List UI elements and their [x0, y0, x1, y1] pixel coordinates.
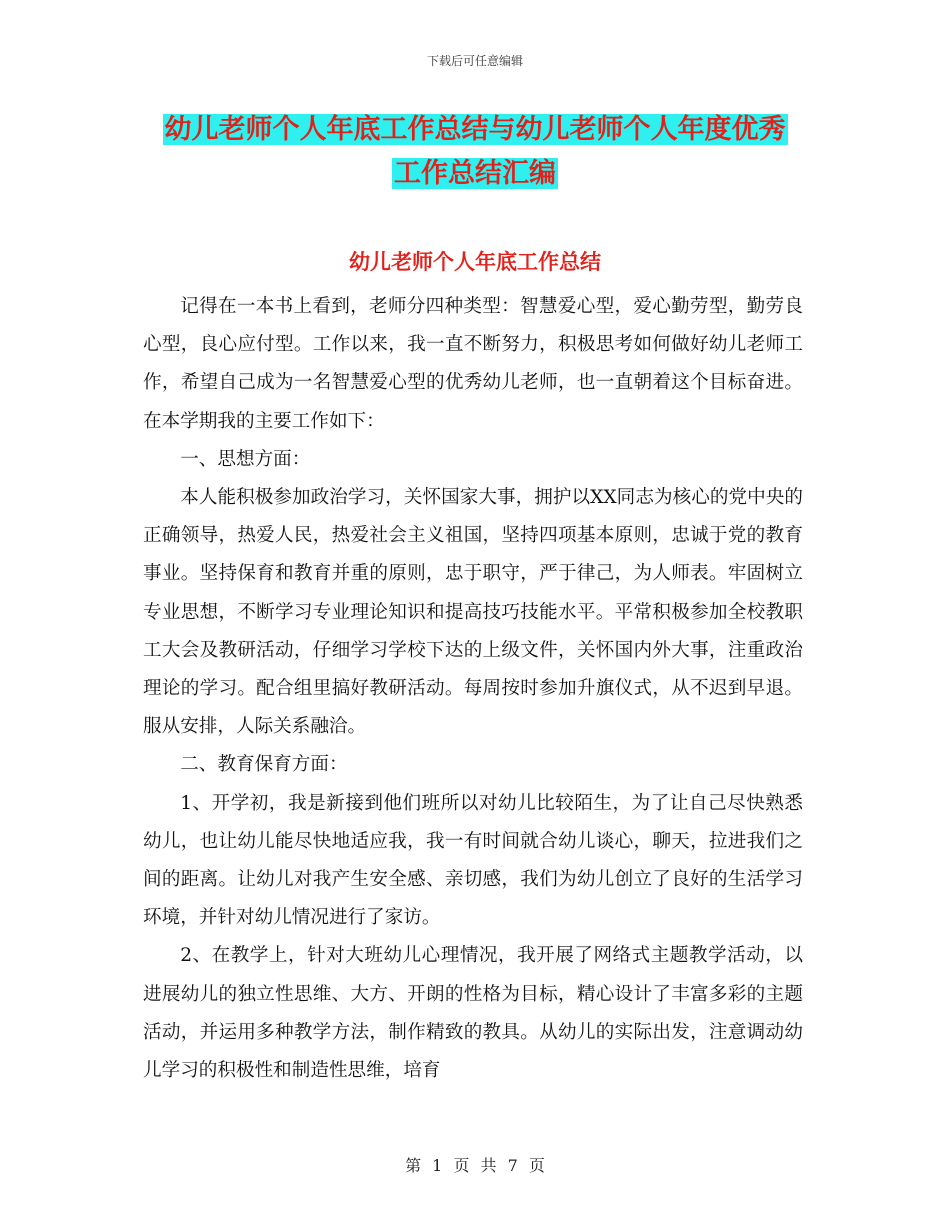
- paragraph-intro: 记得在一本书上看到，老师分四种类型：智慧爱心型，爱心勤劳型，勤劳良心型，良心应付型。工作以来，我一直不断努力，积极思考如何做好幼儿老师工作，希望自己成为一名智慧爱心型的优秀幼儿老师，也一直朝着这个目标奋进。在本学期我的主要工作如下：: [143, 296, 803, 432]
- document-title-line-1: 幼儿老师个人年底工作总结与幼儿老师个人年度优秀: [164, 114, 786, 145]
- paragraph-education-1: 1、开学初，我是新接到他们班所以对幼儿比较陌生，为了让自己尽快熟悉幼儿，也让幼儿能尽快地适应我，我一有时间就合幼儿谈心，聊天，拉进我们之间的距离。让幼儿对我产生安全感、亲切感，我们为幼儿创立了良好的生活学习环境，并针对幼儿情况进行了家访。: [143, 792, 803, 929]
- heading-ideology: 一、思想方面：: [180, 448, 311, 470]
- paragraph-ideology: 本人能积极参加政治学习，关怀国家大事，拥护以XX同志为核心的党中央的正确领导，热爱人民，热爱社会主义祖国，坚持四项基本原则，忠诚于党的教育事业。坚持保育和教育并重的原则，忠于职守，严于律己，为人师表。牢固树立专业思想，不断学习专业理论知识和提高技巧技能水平。平常积极参加全校教职工大会及教研活动，仔细学习学校下达的上级文件，关怀国内外大事，注重政治理论的学习。配合组里搞好教研活动。每周按时参加升旗仪式，从不迟到早退。服从安排，人际关系融洽。: [143, 487, 803, 738]
- page-number: 第 1 页 共 7 页: [405, 1156, 545, 1175]
- document-title: [140, 108, 810, 196]
- page-header-note: 下载后可任意编辑: [426, 54, 523, 68]
- document-title-line-2: 工作总结汇编: [394, 158, 556, 189]
- heading-education: 二、教育保育方面：: [180, 754, 348, 776]
- paragraph-education-2: 2、在教学上，针对大班幼儿心理情况，我开展了网络式主题教学活动，以进展幼儿的独立性思维、大方、开朗的性格为目标，精心设计了丰富多彩的主题活动，并运用多种教学方法，制作精致的教具。从幼儿的实际出发，注意调动幼儿学习的积极性和制造性思维，培育: [143, 945, 803, 1082]
- document-body: [143, 288, 803, 1090]
- section-title: 幼儿老师个人年底工作总结: [349, 250, 601, 274]
